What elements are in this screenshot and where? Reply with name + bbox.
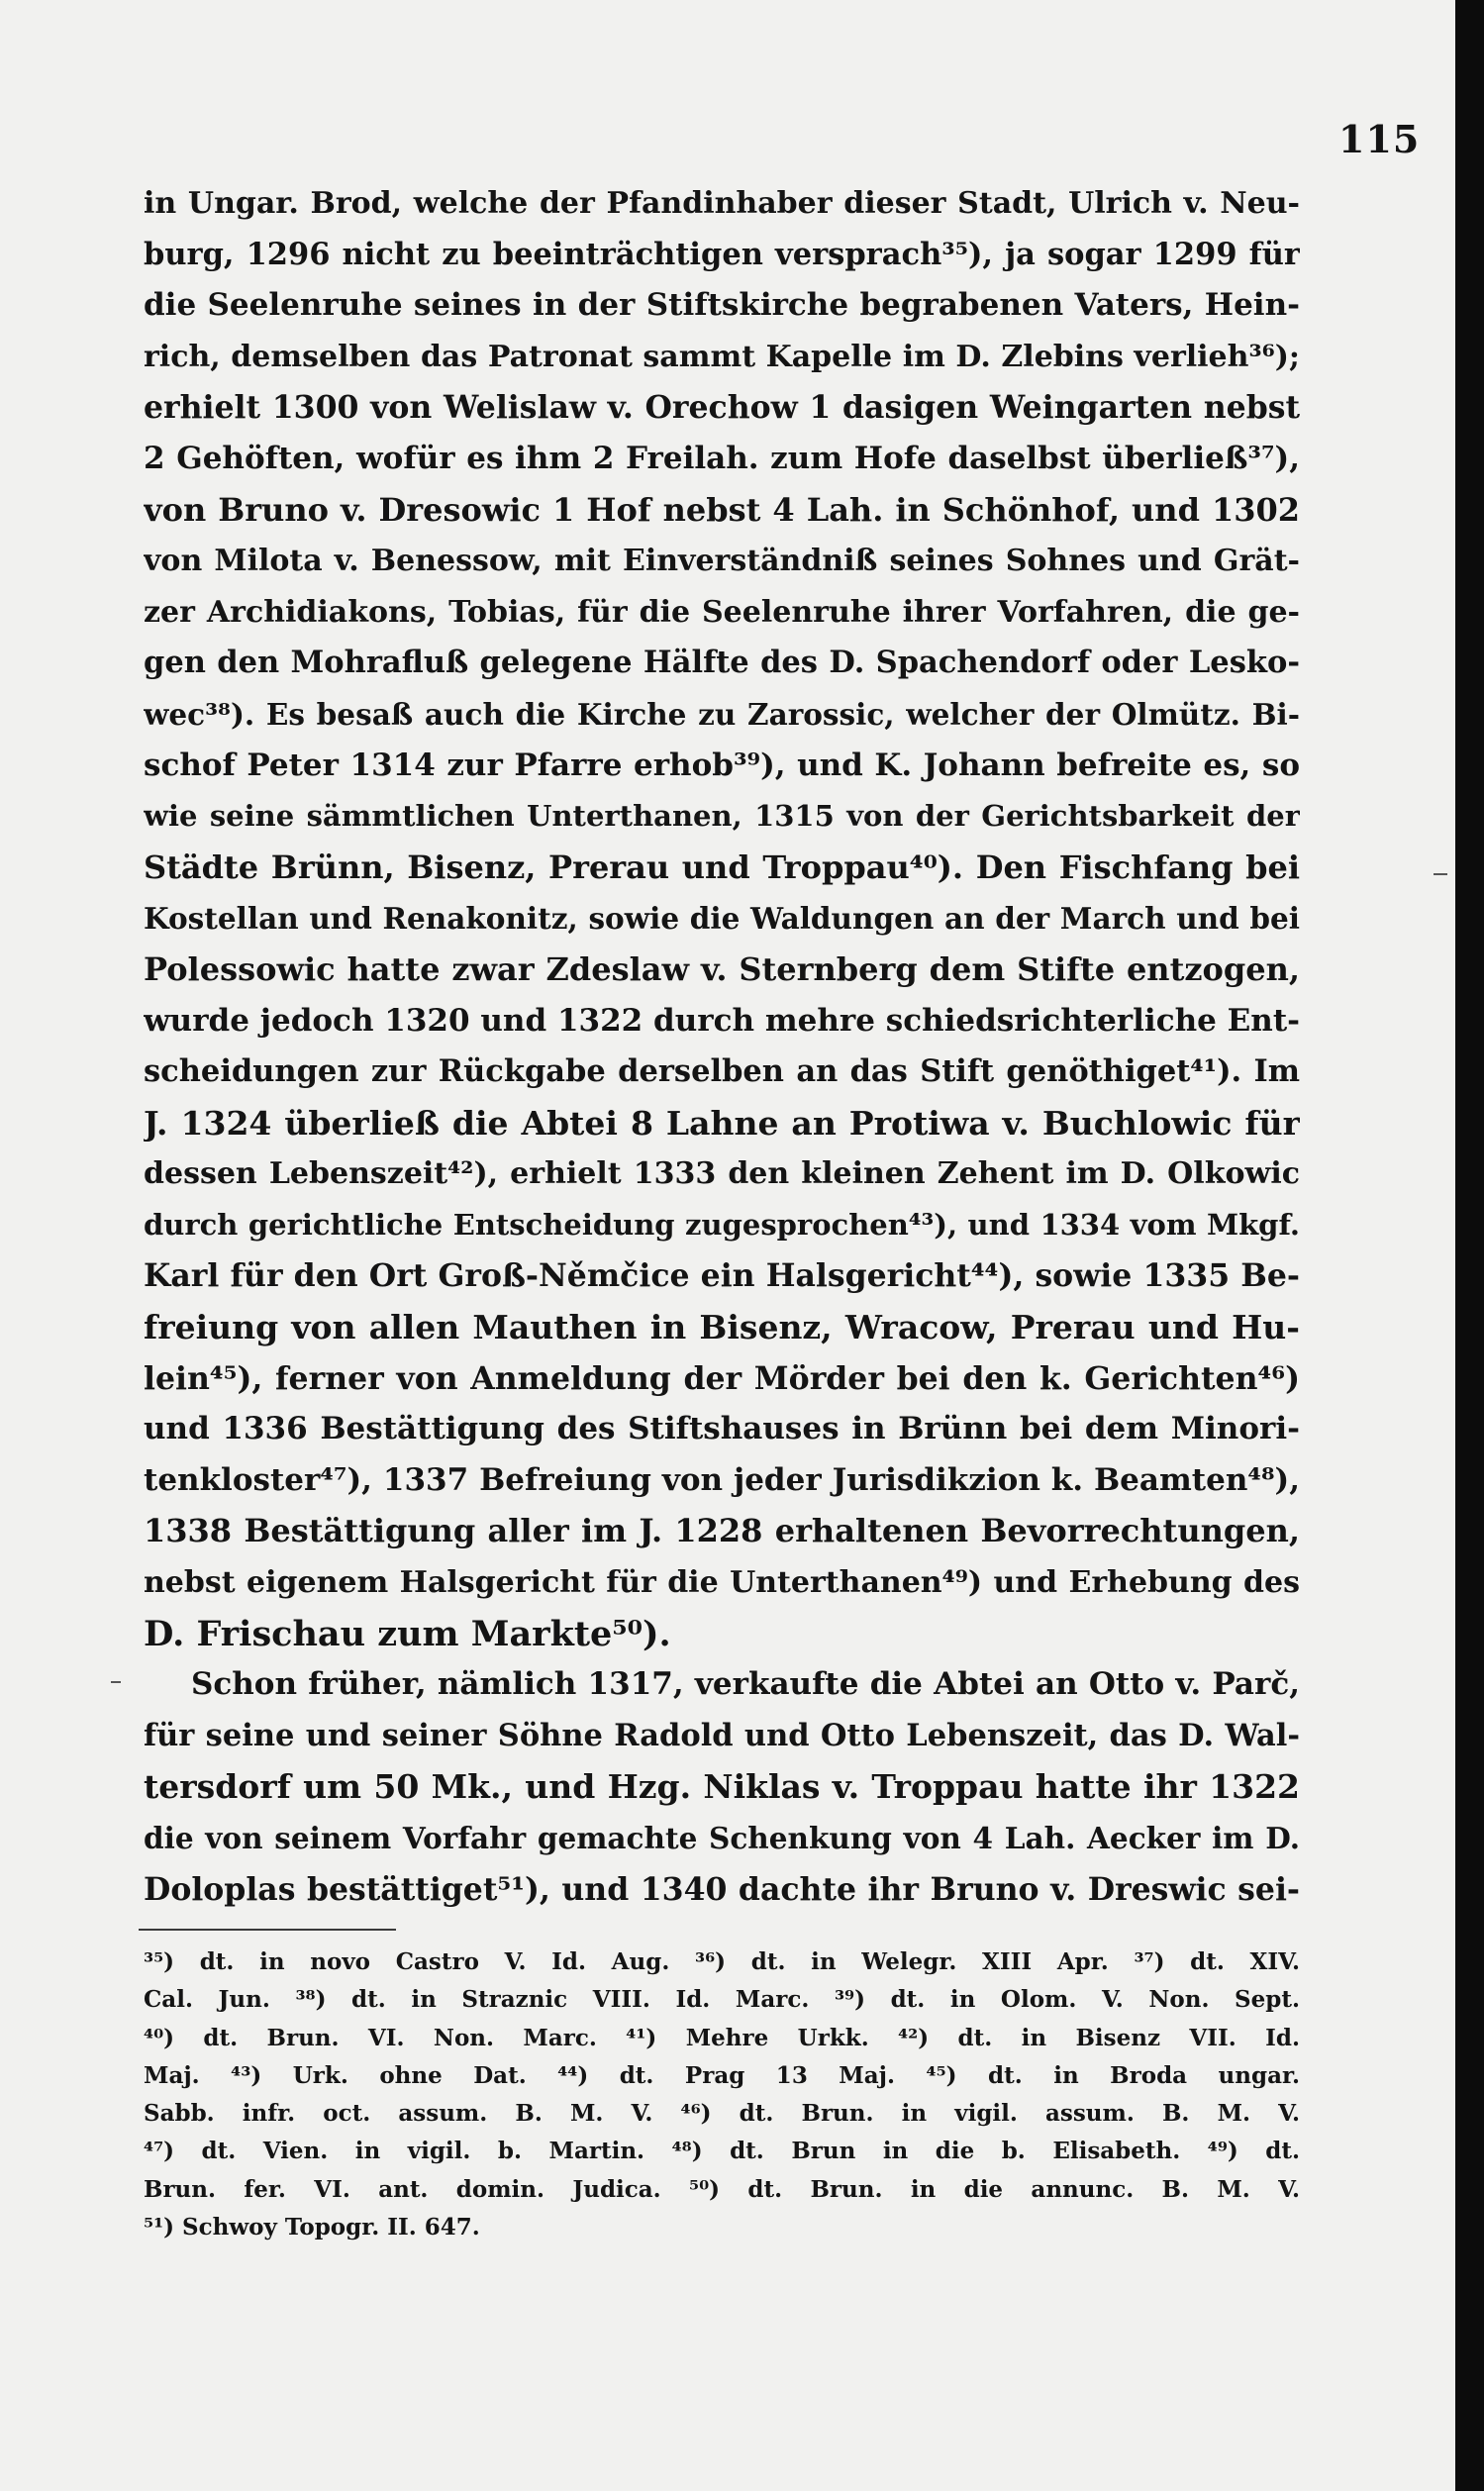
body-line: Karl für den Ort Groß-Němčice ein Halsgericht⁴⁴), sowie 1335 Be- bbox=[144, 1257, 1300, 1295]
body-line: schof Peter 1314 zur Pfarre erhob³⁹), und K. Johann befreite es, so bbox=[144, 747, 1300, 783]
body-line: erhielt 1300 von Welislaw v. Orechow 1 dasigen Weingarten nebst bbox=[144, 389, 1300, 427]
page-number: 115 bbox=[1338, 117, 1421, 161]
body-line: J. 1324 überließ die Abtei 8 Lahne an Protiwa v. Buchlowic für bbox=[144, 1103, 1300, 1143]
body-line: lein⁴⁵), ferner von Anmeldung der Mörder bei den k. Gerichten⁴⁶) bbox=[144, 1359, 1300, 1397]
body-line: die von seinem Vorfahr gemachte Schenkung von 4 Lah. Aecker im D. bbox=[144, 1821, 1300, 1855]
footnote-line: Cal. Jun. ³⁸) dt. in Straznic VIII. Id. Marc. ³⁹) dt. in Olom. V. Non. Sept. bbox=[144, 1986, 1300, 2014]
body-line: nebst eigenem Halsgericht für die Unterthanen⁴⁹) und Erhebung des bbox=[144, 1565, 1300, 1601]
body-line: burg, 1296 nicht zu beeinträchtigen versprach³⁵), ja sogar 1299 für bbox=[144, 236, 1300, 272]
footnote-line: ⁵¹) Schwoy Topogr. II. 647. bbox=[144, 2214, 480, 2242]
body-line: in Ungar. Brod, welche der Pfandinhaber dieser Stadt, Ulrich v. Neu- bbox=[144, 186, 1300, 221]
body-line: für seine und seiner Söhne Radold und Otto Lebenszeit, das D. Wal- bbox=[144, 1717, 1300, 1753]
footnote-line: Maj. ⁴³) Urk. ohne Dat. ⁴⁴) dt. Prag 13 Maj. ⁴⁵) dt. in Broda ungar. bbox=[144, 2061, 1300, 2089]
body-line: tenkloster⁴⁷), 1337 Befreiung von jeder Jurisdikzion k. Beamten⁴⁸), bbox=[144, 1461, 1300, 1498]
body-line: rich, demselben das Patronat sammt Kapelle im D. Zlebins verlieh³⁶); bbox=[144, 339, 1300, 374]
body-line: 2 Gehöften, wofür es ihm 2 Freilah. zum Hofe daselbst überließ³⁷), bbox=[144, 440, 1300, 476]
paragraph-start-line: Schon früher, nämlich 1317, verkaufte die Abtei an Otto v. Parč, bbox=[191, 1666, 1300, 1703]
body-line: Doloplas bestättiget⁵¹), und 1340 dachte ihr Bruno v. Dreswic sei- bbox=[144, 1870, 1300, 1908]
body-line: durch gerichtliche Entscheidung zugesprochen⁴³), und 1334 vom Mkgf. bbox=[144, 1207, 1300, 1242]
body-line: gen den Mohrafluß gelegene Hälfte des D. Spachendorf oder Lesko- bbox=[144, 645, 1300, 681]
body-line: die Seelenruhe seines in der Stiftskirche begrabenen Vaters, Hein- bbox=[144, 287, 1300, 324]
body-line: und 1336 Bestättigung des Stiftshauses in Brünn bei dem Minori- bbox=[144, 1411, 1300, 1447]
footnote-line: Sabb. infr. oct. assum. B. M. V. ⁴⁶) dt. Brun. in vigil. assum. B. M. V. bbox=[144, 2100, 1300, 2128]
body-line: von Milota v. Benessow, mit Einverständniß seines Sohnes und Grät- bbox=[144, 544, 1300, 579]
body-line: freiung von allen Mauthen in Bisenz, Wracow, Prerau und Hu- bbox=[144, 1308, 1300, 1347]
body-line: 1338 Bestättigung aller im J. 1228 erhaltenen Bevorrechtungen, bbox=[144, 1512, 1300, 1550]
body-line: wurde jedoch 1320 und 1322 durch mehre schiedsrichterliche Ent- bbox=[144, 1002, 1300, 1039]
body-line: wie seine sämmtlichen Unterthanen, 1315 von der Gerichtsbarkeit der bbox=[144, 799, 1300, 834]
body-line: dessen Lebenszeit⁴²), erhielt 1333 den kleinen Zehent im D. Olkowic bbox=[144, 1156, 1300, 1192]
body-line: Polessowic hatte zwar Zdeslaw v. Sternberg dem Stifte entzogen, bbox=[144, 949, 1300, 988]
footnote-line: ⁴⁷) dt. Vien. in vigil. b. Martin. ⁴⁸) dt. Brun in die b. Elisabeth. ⁴⁹) dt. bbox=[144, 2138, 1300, 2165]
footnote-line: ⁴⁰) dt. Brun. VI. Non. Marc. ⁴¹) Mehre Urkk. ⁴²) dt. in Bisenz VII. Id. bbox=[144, 2024, 1300, 2051]
body-line: wec³⁸). Es besaß auch die Kirche zu Zarossic, welcher der Olmütz. Bi- bbox=[144, 696, 1300, 732]
footnote-line: Brun. fer. VI. ant. domin. Judica. ⁵⁰) dt. Brun. in die annunc. B. M. V. bbox=[144, 2175, 1300, 2203]
footnotes bbox=[144, 1943, 1300, 2246]
body-text bbox=[144, 178, 1300, 1915]
body-line: Städte Brünn, Bisenz, Prerau und Troppau⁴⁰). Den Fischfang bei bbox=[144, 847, 1300, 886]
margin-mark bbox=[111, 1681, 121, 1683]
footnote-line: ³⁵) dt. in novo Castro V. Id. Aug. ³⁶) dt. in Welegr. XIII Apr. ³⁷) dt. XIV. bbox=[144, 1948, 1300, 1975]
body-line: von Bruno v. Dresowic 1 Hof nebst 4 Lah. in Schönhof, und 1302 bbox=[144, 490, 1300, 529]
scan-edge bbox=[1455, 0, 1484, 2491]
body-line: zer Archidiakons, Tobias, für die Seelenruhe ihrer Vorfahren, die ge- bbox=[144, 594, 1300, 630]
body-line: Kostellan und Renakonitz, sowie die Waldungen an der March und bei bbox=[144, 901, 1300, 937]
body-line: tersdorf um 50 Mk., und Hzg. Niklas v. Troppau hatte ihr 1322 bbox=[144, 1767, 1300, 1807]
paragraph-end-line: D. Frischau zum Markte⁵⁰). bbox=[144, 1613, 671, 1654]
footnote-separator bbox=[139, 1929, 396, 1931]
margin-mark bbox=[1434, 873, 1447, 875]
body-line: scheidungen zur Rückgabe derselben an das Stift genöthiget⁴¹). Im bbox=[144, 1053, 1300, 1090]
